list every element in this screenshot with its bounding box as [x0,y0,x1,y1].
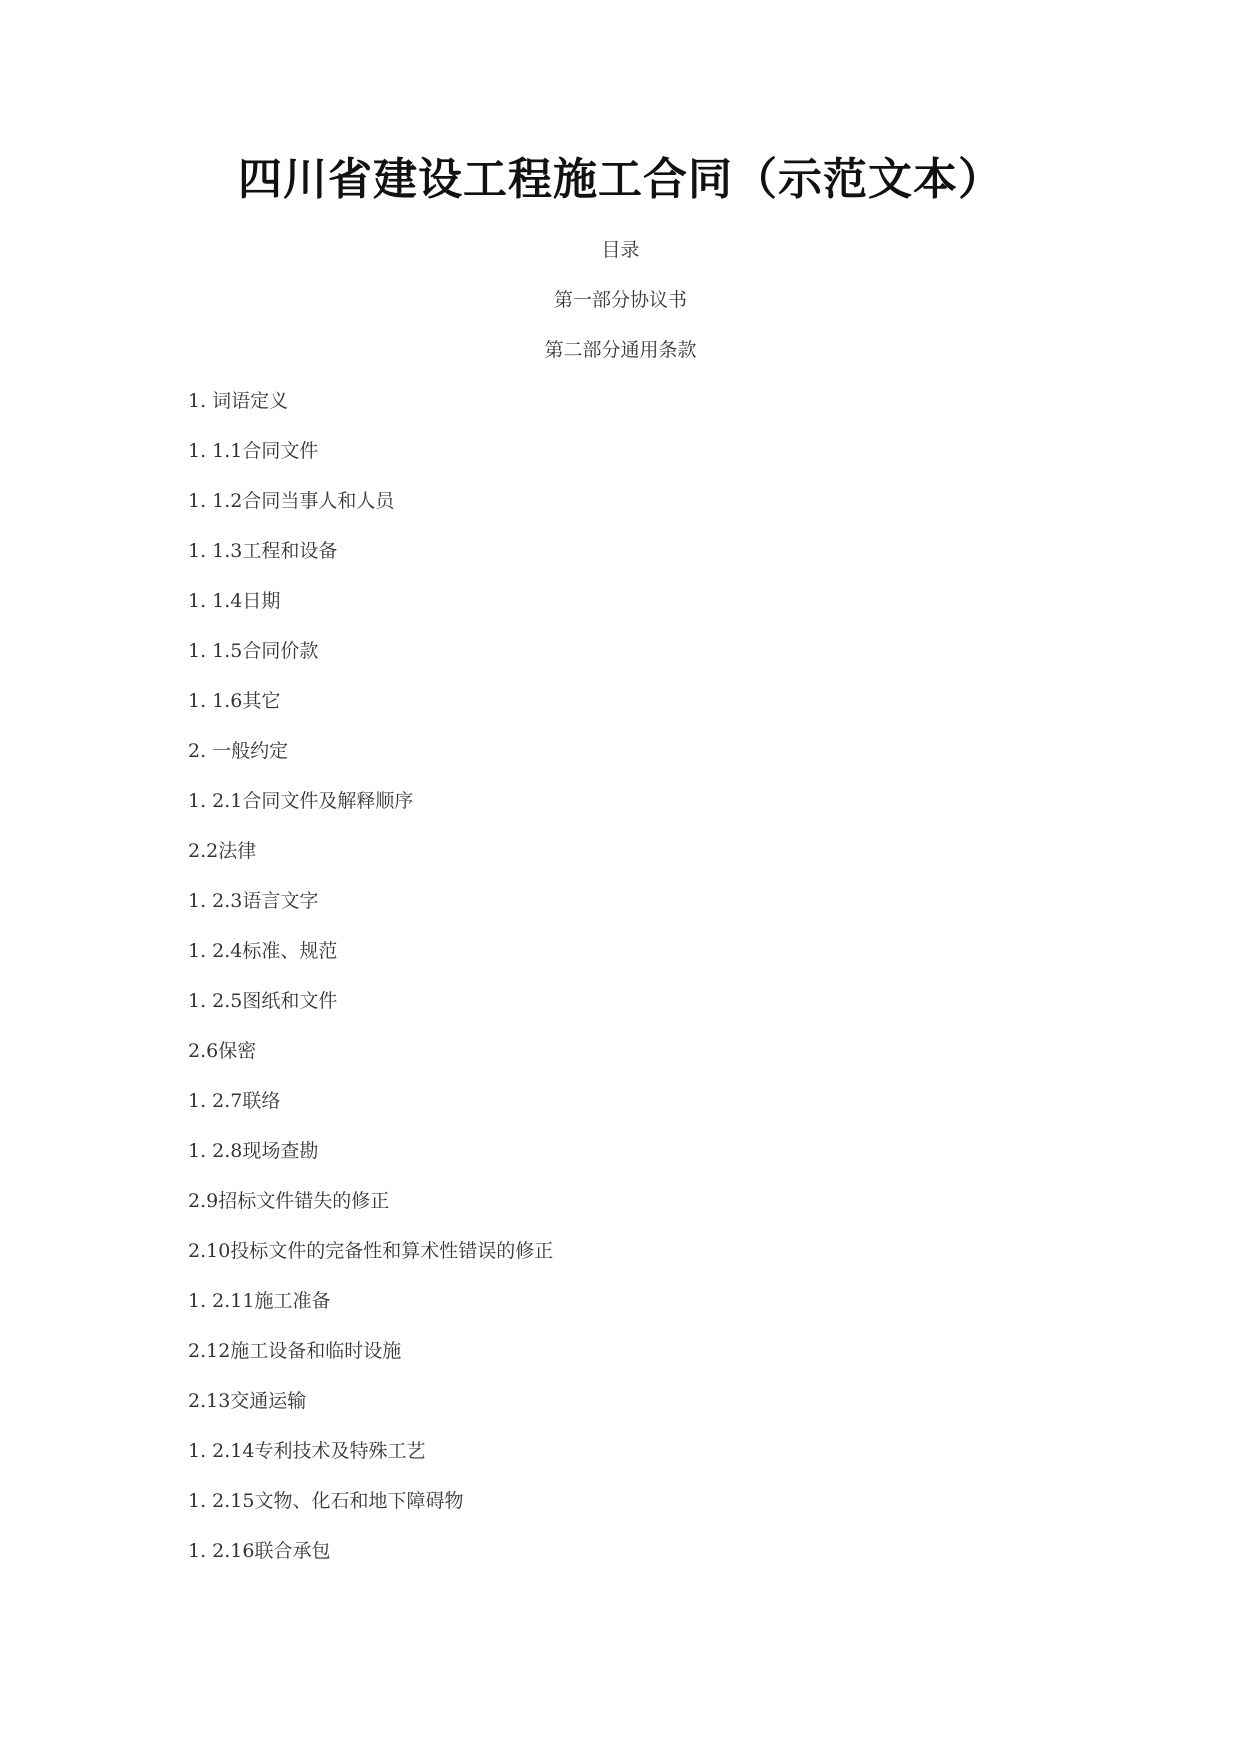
toc-item: 1. 1.1合同文件 [188,440,319,462]
toc-list [188,386,553,1586]
toc-item: 1. 2.16联合承包 [188,1540,331,1562]
toc-item: 1. 词语定义 [188,390,289,412]
toc-item: 1. 2.8现场查勘 [188,1140,319,1162]
toc-item: 1. 2.15文物、化石和地下障碍物 [188,1490,464,1512]
toc-item: 1. 1.6其它 [188,690,281,712]
toc-item: 1. 2.14专利技术及特殊工艺 [188,1440,426,1462]
toc-item: 2. 一般约定 [188,740,289,762]
toc-item: 2.12施工设备和临时设施 [188,1340,402,1362]
toc-item: 2.2法律 [188,840,257,862]
toc-item: 2.10投标文件的完备性和算术性错误的修正 [188,1240,554,1262]
toc-item: 1. 2.11施工准备 [188,1290,331,1312]
toc-item: 1. 2.7联络 [188,1090,281,1112]
toc-item: 1. 1.2合同当事人和人员 [188,490,395,512]
part-two-heading: 第二部分通用条款 [544,339,697,361]
toc-item: 2.9招标文件错失的修正 [188,1190,390,1212]
toc-item: 1. 2.3语言文字 [188,890,319,912]
toc-item: 1. 2.5图纸和文件 [188,990,338,1012]
toc-item: 1. 1.4日期 [188,590,281,612]
toc-item: 2.13交通运输 [188,1390,307,1412]
toc-item: 1. 2.4标准、规范 [188,940,338,962]
toc-item: 1. 2.1合同文件及解释顺序 [188,790,414,812]
toc-item: 1. 1.5合同价款 [188,640,319,662]
document-title: 四川省建设工程施工合同（示范文本） [238,154,1003,205]
toc-item: 1. 1.3工程和设备 [188,540,338,562]
toc-heading: 目录 [601,239,640,261]
part-one-heading: 第一部分协议书 [553,289,687,311]
toc-item: 2.6保密 [188,1040,257,1062]
